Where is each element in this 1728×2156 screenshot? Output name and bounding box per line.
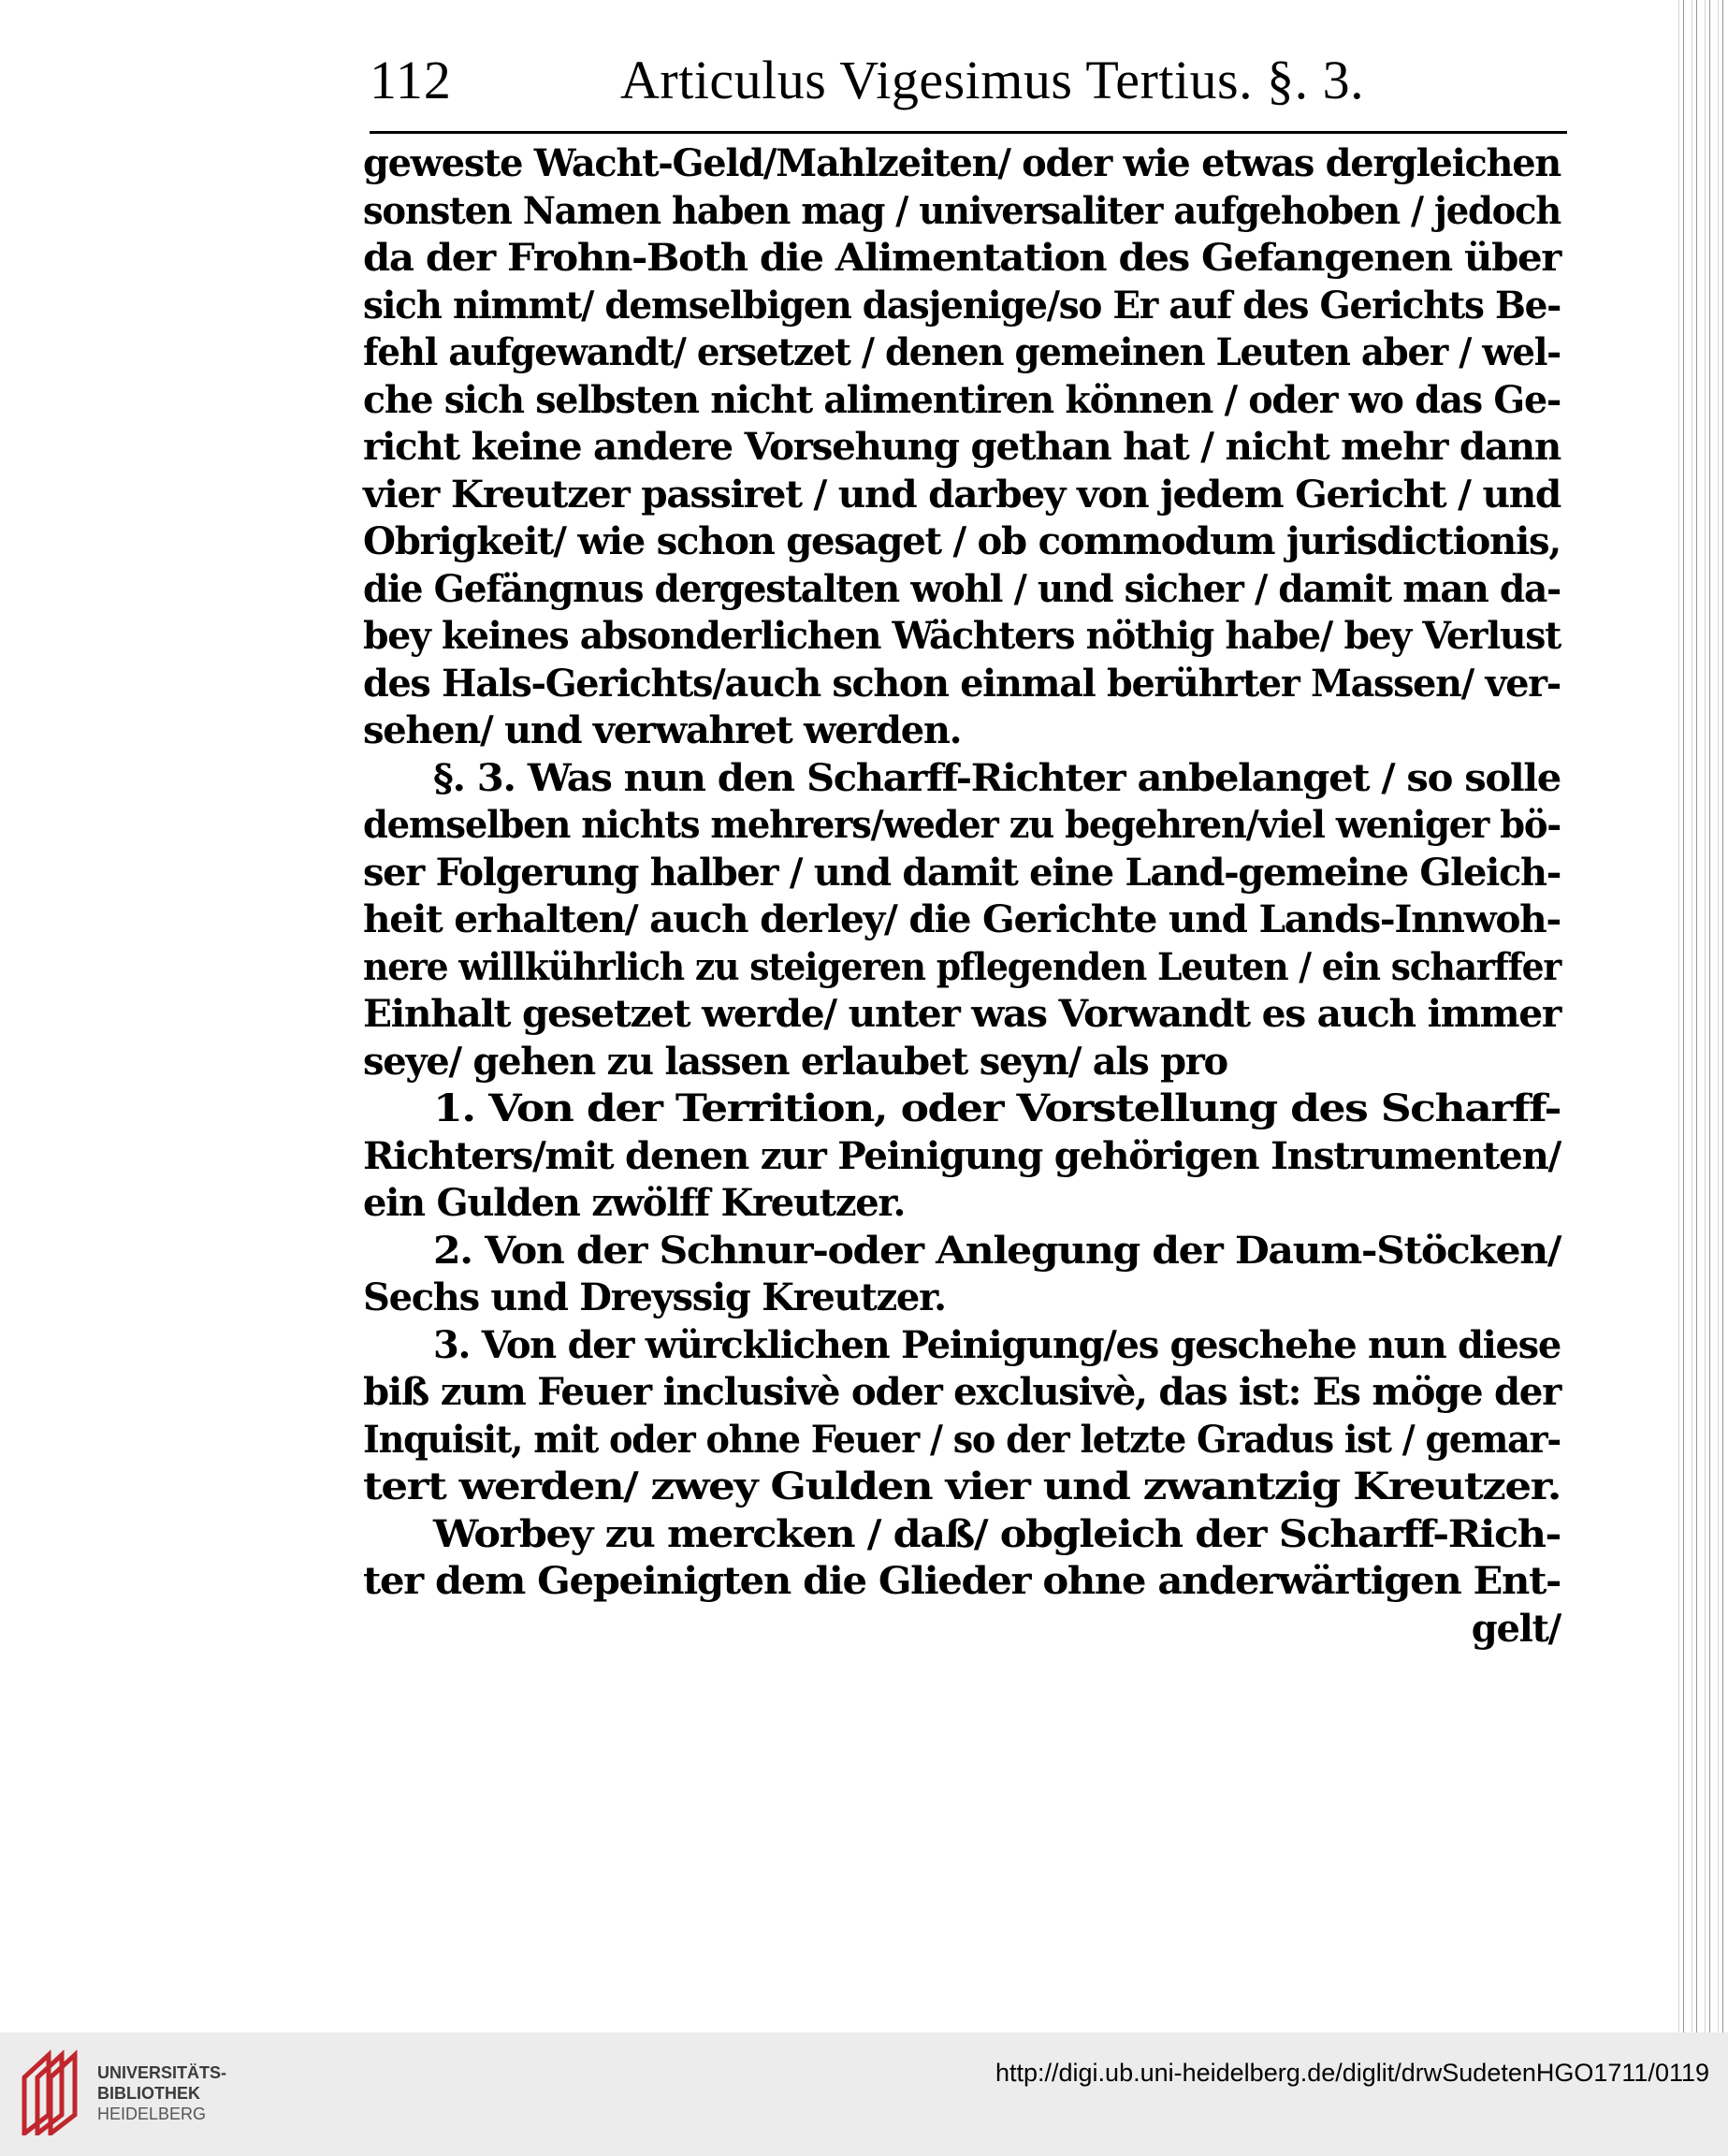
text-line: 2. Von der Schnur-oder Anlegung der Daum-Stöcken/: [433, 1228, 1561, 1273]
text-line: sehen/ und verwahret werden.: [363, 708, 962, 752]
source-url-link[interactable]: http://digi.ub.uni-heidelberg.de/diglit/drwSudetenHGO1711/0119: [995, 2059, 1709, 2087]
text-line: demselben nichts mehrers/weder zu begehren/viel weniger bö-: [363, 803, 1561, 847]
text-line: heit erhalten/ auch derley/ die Gerichte und Lands-Innwoh-: [363, 897, 1561, 941]
text-line: fehl aufgewandt/ ersetzet / denen gemeinen Leuten aber / wel-: [363, 330, 1561, 374]
text-line: che sich selbsten nicht alimentiren können / oder wo das Ge-: [363, 377, 1561, 422]
text-line: seye/ gehen zu lassen erlaubet seyn/ als pro: [363, 1039, 1227, 1084]
text-line: die Gefängnus dergestalten wohl / und sicher / damit man da-: [363, 566, 1561, 611]
text-line: ter dem Gepeinigten die Glieder ohne anderwärtigen Ent-: [363, 1559, 1561, 1603]
text-line: da der Frohn-Both die Alimentation des Gefangenen über: [363, 236, 1561, 280]
text-line: Worbey zu mercken / daß/ obgleich der Scharff-Rich-: [433, 1511, 1561, 1556]
text-line: sonsten Namen haben mag / universaliter aufgehoben / jedoch: [363, 188, 1561, 233]
footer-bar: [0, 2032, 1728, 2156]
body-text: [363, 140, 1579, 1653]
running-head: Articulus Vigesimus Tertius. §. 3.: [620, 50, 1365, 110]
text-line: nere willkührlich zu steigeren pflegenden Leuten / ein scharffer: [363, 944, 1561, 989]
text-line: Richters/mit denen zur Peinigung gehörigen Instrumenten/: [363, 1133, 1561, 1178]
text-line: des Hals-Gerichts/auch schon einmal berührter Massen/ ver-: [363, 661, 1561, 706]
text-line: vier Kreutzer passiret / und darbey von jedem Gericht / und: [363, 472, 1561, 517]
text-line: ser Folgerung halber / und damit eine Land-gemeine Gleich-: [363, 850, 1561, 895]
library-logo-icon: [17, 2049, 84, 2135]
library-name-line: HEIDELBERG: [97, 2105, 207, 2123]
text-line: biß zum Feuer inclusivè oder exclusivè, das ist: Es möge der: [363, 1370, 1561, 1414]
text-line: 1. Von der Territion, oder Vorstellung des Scharff-: [433, 1086, 1561, 1130]
text-line: richt keine andere Vorsehung gethan hat / nicht mehr dann: [363, 425, 1561, 469]
text-line: sich nimmt/ demselbigen dasjenige/so Er auf des Gerichts Be-: [363, 283, 1561, 328]
text-line: geweste Wacht-Geld/Mahlzeiten/ oder wie etwas dergleichen: [363, 141, 1561, 185]
header-rule: [370, 131, 1567, 134]
library-name-line: BIBLIOTHEK: [97, 2084, 200, 2103]
page-edge-texture: [1675, 0, 1728, 2032]
library-name: [97, 2062, 226, 2124]
page-header: [370, 49, 1413, 124]
text-line: Obrigkeit/ wie schon gesaget / ob commodum jurisdictionis,: [363, 519, 1561, 563]
text-line: ein Gulden zwölff Kreutzer.: [363, 1181, 906, 1225]
text-line: tert werden/ zwey Gulden vier und zwantzig Kreutzer.: [363, 1464, 1561, 1508]
catchword: gelt/: [1471, 1606, 1561, 1651]
text-line: Einhalt gesetzet werde/ unter was Vorwandt es auch immer: [363, 992, 1561, 1036]
text-line: 3. Von der würcklichen Peinigung/es geschehe nun diese: [433, 1322, 1561, 1367]
page-number: 112: [370, 50, 452, 110]
library-name-line: UNIVERSITÄTS-: [97, 2063, 227, 2082]
text-line: Sechs und Dreyssig Kreutzer.: [363, 1275, 946, 1319]
text-line: bey keines absonderlichen Wächters nöthig habe/ bey Verlust: [363, 614, 1561, 658]
text-line: §. 3. Was nun den Scharff-Richter anbelanget / so solle: [433, 755, 1561, 800]
text-line: Inquisit, mit oder ohne Feuer / so der letzte Gradus ist / gemar-: [363, 1417, 1561, 1462]
